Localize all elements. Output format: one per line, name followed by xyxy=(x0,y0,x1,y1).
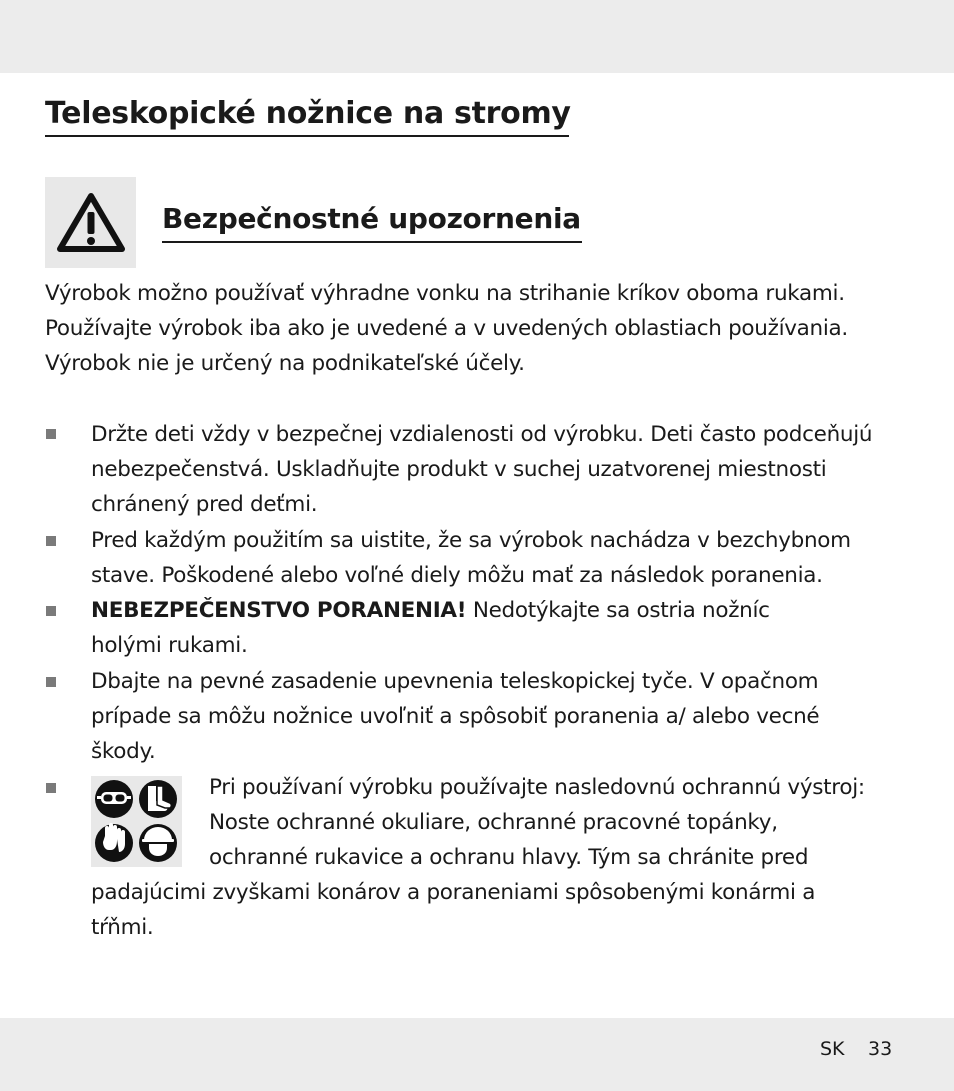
intro-paragraph xyxy=(45,276,925,381)
bullet-line: chránený pred deťmi. xyxy=(91,492,318,517)
bullet-item xyxy=(91,593,931,663)
safety-goggles-icon xyxy=(95,780,133,818)
bullet-item xyxy=(91,664,931,769)
intro-line: Používajte výrobok iba ako je uvedené a v uvedených oblastiach používania. xyxy=(45,316,848,341)
safety-boots-icon xyxy=(139,780,177,818)
bullet-item xyxy=(91,417,931,522)
top-band xyxy=(0,0,954,73)
bottom-band xyxy=(0,1018,954,1091)
intro-line: Výrobok možno používať výhradne vonku na strihanie kríkov oboma rukami. xyxy=(45,281,845,306)
bullet-line: Držte deti vždy v bezpečnej vzdialenosti od výrobku. Deti často podceňujú xyxy=(91,422,873,447)
section-heading-underline xyxy=(162,241,582,243)
bullet-line: padajúcimi zvyškami konárov a poraneniami spôsobenými konármi a xyxy=(91,880,816,905)
bullet-line: prípade sa môžu nožnice uvoľniť a spôsobiť poranenia a/ alebo vecné xyxy=(91,704,820,729)
title-underline xyxy=(45,135,569,137)
warning-triangle-icon xyxy=(56,192,126,254)
bullet-line: tŕňmi. xyxy=(91,915,154,940)
intro-line: Výrobok nie je určený na podnikateľské účely. xyxy=(45,351,525,376)
bullet-marker xyxy=(46,783,56,793)
bullet-line xyxy=(91,593,931,628)
bullet-marker xyxy=(46,429,56,439)
bullet-marker xyxy=(46,677,56,687)
page-number: 33 xyxy=(868,1038,893,1060)
bullet-line: škody. xyxy=(91,739,156,764)
bullet-line: Pred každým použitím sa uistite, že sa výrobok nachádza v bezchybnom xyxy=(91,528,851,553)
bullet-line: nebezpečenstvá. Uskladňujte produkt v suchej uzatvorenej miestnosti xyxy=(91,457,827,482)
page-title: Teleskopické nožnice na stromy xyxy=(45,96,571,131)
bullet-item xyxy=(91,523,931,593)
bullet-marker xyxy=(46,606,56,616)
ppe-instructions xyxy=(209,770,909,875)
footer-language: SK xyxy=(820,1038,845,1060)
ppe-instructions-continued xyxy=(91,875,931,945)
bullet-text: Nedotýkajte sa ostria nožníc xyxy=(466,598,770,623)
bullet-line: stave. Poškodené alebo voľné diely môžu mať za následok poranenia. xyxy=(91,563,823,588)
bullet-line: Dbajte na pevné zasadenie upevnenia teleskopickej tyče. V opačnom xyxy=(91,669,819,694)
danger-label: NEBEZPEČENSTVO PORANENIA! xyxy=(91,598,467,623)
safety-gloves-icon xyxy=(95,823,133,862)
head-protection-icon xyxy=(139,824,177,862)
bullet-line: Noste ochranné okuliare, ochranné pracovné topánky, xyxy=(209,810,778,835)
warning-box xyxy=(45,177,136,268)
bullet-marker xyxy=(46,536,56,546)
bullet-line: holými rukami. xyxy=(91,633,248,658)
bullet-line: Pri používaní výrobku používajte nasledovnú ochrannú výstroj: xyxy=(209,775,865,800)
ppe-icons xyxy=(91,776,182,867)
section-heading: Bezpečnostné upozornenia xyxy=(162,202,581,235)
bullet-line: ochranné rukavice a ochranu hlavy. Tým sa chránite pred xyxy=(209,845,809,870)
